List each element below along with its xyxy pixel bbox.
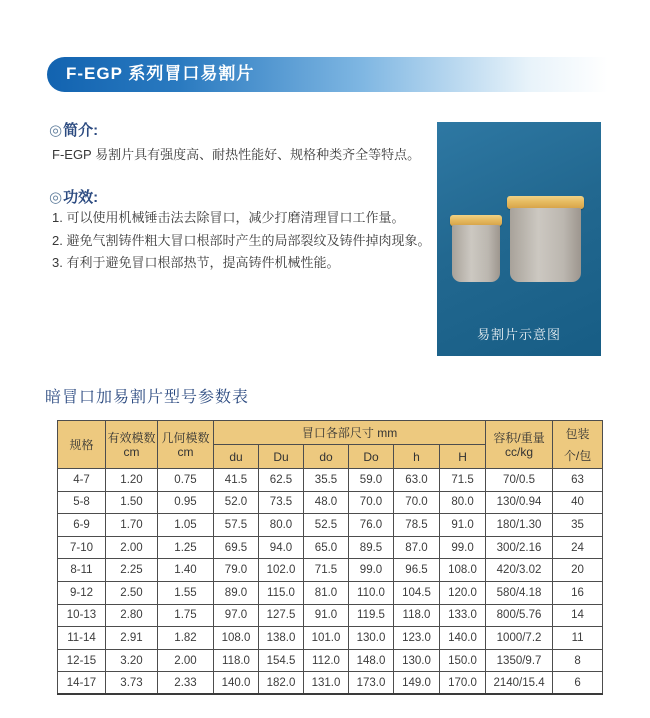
table-cell: 35.5 bbox=[304, 469, 349, 492]
table-cell: 1.70 bbox=[106, 514, 158, 537]
table-row bbox=[58, 491, 603, 514]
table-cell: 52.0 bbox=[214, 491, 259, 514]
table-cell: 48.0 bbox=[304, 491, 349, 514]
parameter-table bbox=[57, 420, 603, 695]
table-cell: 2140/15.4 bbox=[486, 672, 553, 695]
table-cell: 2.33 bbox=[158, 672, 214, 695]
table-cell: 35 bbox=[553, 514, 603, 537]
table-cell: 41.5 bbox=[214, 469, 259, 492]
table-cell: 2.91 bbox=[106, 627, 158, 650]
table-cell: 108.0 bbox=[440, 559, 486, 582]
table-cell: 71.5 bbox=[304, 559, 349, 582]
col-dim-do: do bbox=[304, 445, 349, 469]
col-dim-du: du bbox=[214, 445, 259, 469]
table-cell: 130.0 bbox=[394, 649, 440, 672]
table-cell: 76.0 bbox=[349, 514, 394, 537]
table-cell: 1.05 bbox=[158, 514, 214, 537]
col-effective-modulus: 有效模数 cm bbox=[106, 421, 158, 469]
table-cell: 9-12 bbox=[58, 581, 106, 604]
table-cell: 140.0 bbox=[440, 627, 486, 650]
table-cell: 1000/7.2 bbox=[486, 627, 553, 650]
table-body bbox=[58, 469, 603, 695]
table-cell: 150.0 bbox=[440, 649, 486, 672]
col-dim-Du: Du bbox=[259, 445, 304, 469]
table-cell: 1.50 bbox=[106, 491, 158, 514]
table-cell: 131.0 bbox=[304, 672, 349, 695]
col-volume-weight: 容积/重量 cc/kg bbox=[486, 421, 553, 469]
table-cell: 4-7 bbox=[58, 469, 106, 492]
table-cell: 89.5 bbox=[349, 536, 394, 559]
table-cell: 16 bbox=[553, 581, 603, 604]
col-dim-Do: Do bbox=[349, 445, 394, 469]
table-cell: 173.0 bbox=[349, 672, 394, 695]
table-cell: 63.0 bbox=[394, 469, 440, 492]
table-cell: 2.80 bbox=[106, 604, 158, 627]
table-cell: 130/0.94 bbox=[486, 491, 553, 514]
col-dim-h: h bbox=[394, 445, 440, 469]
table-cell: 40 bbox=[553, 491, 603, 514]
table-cell: 300/2.16 bbox=[486, 536, 553, 559]
effect-item: 1. 可以使用机械锤击法去除冒口，减少打磨清理冒口工作量。 bbox=[52, 210, 405, 225]
table-cell: 101.0 bbox=[304, 627, 349, 650]
table-cell: 59.0 bbox=[349, 469, 394, 492]
table-row bbox=[58, 627, 603, 650]
bullet-circle-icon: ◎ bbox=[49, 122, 63, 139]
table-cell: 130.0 bbox=[349, 627, 394, 650]
table-cell: 148.0 bbox=[349, 649, 394, 672]
table-cell: 24 bbox=[553, 536, 603, 559]
table-cell: 78.5 bbox=[394, 514, 440, 537]
table-row bbox=[58, 604, 603, 627]
table-cell: 154.5 bbox=[259, 649, 304, 672]
table-head bbox=[58, 421, 603, 469]
table-row bbox=[58, 536, 603, 559]
product-photo bbox=[437, 122, 601, 356]
table-cell: 81.0 bbox=[304, 581, 349, 604]
large-sleeve-body bbox=[510, 208, 581, 282]
table-cell: 2.00 bbox=[158, 649, 214, 672]
table-cell: 12-15 bbox=[58, 649, 106, 672]
table-cell: 99.0 bbox=[440, 536, 486, 559]
table-title: 暗冒口加易割片型号参数表 bbox=[45, 389, 250, 406]
table-cell: 115.0 bbox=[259, 581, 304, 604]
table-cell: 91.0 bbox=[304, 604, 349, 627]
table-cell: 57.5 bbox=[214, 514, 259, 537]
table-cell: 104.5 bbox=[394, 581, 440, 604]
table-cell: 800/5.76 bbox=[486, 604, 553, 627]
table-cell: 1.20 bbox=[106, 469, 158, 492]
small-sleeve-body bbox=[452, 225, 500, 282]
table-cell: 65.0 bbox=[304, 536, 349, 559]
table-cell: 91.0 bbox=[440, 514, 486, 537]
table-cell: 102.0 bbox=[259, 559, 304, 582]
intro-heading bbox=[49, 119, 98, 140]
effect-item: 3. 有利于避免冒口根部热节，提高铸件机械性能。 bbox=[52, 255, 340, 271]
table-cell: 0.95 bbox=[158, 491, 214, 514]
table-cell: 70.0 bbox=[394, 491, 440, 514]
table-cell: 62.5 bbox=[259, 469, 304, 492]
col-dim-H: H bbox=[440, 445, 486, 469]
table-cell: 70.0 bbox=[349, 491, 394, 514]
table-cell: 1.55 bbox=[158, 581, 214, 604]
bullet-circle-icon: ◎ bbox=[49, 189, 63, 206]
table-cell: 3.20 bbox=[106, 649, 158, 672]
table-cell: 182.0 bbox=[259, 672, 304, 695]
table-cell: 180/1.30 bbox=[486, 514, 553, 537]
table-row bbox=[58, 649, 603, 672]
table-cell: 140.0 bbox=[214, 672, 259, 695]
table-cell: 71.5 bbox=[440, 469, 486, 492]
table-cell: 138.0 bbox=[259, 627, 304, 650]
table-cell: 97.0 bbox=[214, 604, 259, 627]
table-cell: 420/3.02 bbox=[486, 559, 553, 582]
table-cell: 123.0 bbox=[394, 627, 440, 650]
table-cell: 52.5 bbox=[304, 514, 349, 537]
intro-heading-label: 简介: bbox=[63, 122, 99, 139]
table-cell: 70/0.5 bbox=[486, 469, 553, 492]
table-cell: 80.0 bbox=[259, 514, 304, 537]
effects-heading bbox=[49, 186, 98, 207]
table-cell: 580/4.18 bbox=[486, 581, 553, 604]
table-cell: 149.0 bbox=[394, 672, 440, 695]
table-cell: 80.0 bbox=[440, 491, 486, 514]
intro-text: F-EGP 易割片具有强度高、耐热性能好、规格种类齐全等特点。 bbox=[52, 147, 421, 162]
table-cell: 3.73 bbox=[106, 672, 158, 695]
table-cell: 1.25 bbox=[158, 536, 214, 559]
table-cell: 0.75 bbox=[158, 469, 214, 492]
table-cell: 10-13 bbox=[58, 604, 106, 627]
table-cell: 120.0 bbox=[440, 581, 486, 604]
table-cell: 170.0 bbox=[440, 672, 486, 695]
table-row bbox=[58, 469, 603, 492]
table-cell: 8 bbox=[553, 649, 603, 672]
table-cell: 96.5 bbox=[394, 559, 440, 582]
effect-item: 2. 避免气割铸件粗大冒口根部时产生的局部裂纹及铸件掉肉现象。 bbox=[52, 232, 431, 248]
table-cell: 94.0 bbox=[259, 536, 304, 559]
table-cell: 1.82 bbox=[158, 627, 214, 650]
table-cell: 5-8 bbox=[58, 491, 106, 514]
table-row bbox=[58, 559, 603, 582]
table-cell: 2.25 bbox=[106, 559, 158, 582]
effects-list bbox=[52, 207, 452, 275]
section-title-banner bbox=[47, 57, 650, 92]
table-cell: 89.0 bbox=[214, 581, 259, 604]
table-cell: 1.40 bbox=[158, 559, 214, 582]
table-cell: 112.0 bbox=[304, 649, 349, 672]
col-group-riser-dimensions: 冒口各部尺寸 mm bbox=[214, 421, 486, 445]
table-cell: 127.5 bbox=[259, 604, 304, 627]
table-cell: 7-10 bbox=[58, 536, 106, 559]
table-cell: 119.5 bbox=[349, 604, 394, 627]
table-cell: 87.0 bbox=[394, 536, 440, 559]
table-row bbox=[58, 514, 603, 537]
table-cell: 1.75 bbox=[158, 604, 214, 627]
table-cell: 118.0 bbox=[394, 604, 440, 627]
col-geometric-modulus: 几何模数 cm bbox=[158, 421, 214, 469]
table-cell: 99.0 bbox=[349, 559, 394, 582]
table-cell: 6-9 bbox=[58, 514, 106, 537]
table-cell: 2.00 bbox=[106, 536, 158, 559]
table-cell: 1350/9.7 bbox=[486, 649, 553, 672]
table-cell: 73.5 bbox=[259, 491, 304, 514]
effects-heading-label: 功效: bbox=[63, 189, 99, 206]
photo-caption: 易割片示意图 bbox=[476, 327, 561, 342]
table-row bbox=[58, 581, 603, 604]
table-cell: 118.0 bbox=[214, 649, 259, 672]
table-cell: 14 bbox=[553, 604, 603, 627]
table-cell: 63 bbox=[553, 469, 603, 492]
table-row bbox=[58, 672, 603, 695]
page-title: F-EGP 系列冒口易割片 bbox=[66, 64, 255, 83]
table-cell: 79.0 bbox=[214, 559, 259, 582]
table-cell: 110.0 bbox=[349, 581, 394, 604]
table-cell: 2.50 bbox=[106, 581, 158, 604]
table-cell: 11-14 bbox=[58, 627, 106, 650]
table-cell: 8-11 bbox=[58, 559, 106, 582]
table-cell: 6 bbox=[553, 672, 603, 695]
table-cell: 108.0 bbox=[214, 627, 259, 650]
table-cell: 133.0 bbox=[440, 604, 486, 627]
col-packing: 包装 个/包 bbox=[553, 421, 603, 469]
table-cell: 69.5 bbox=[214, 536, 259, 559]
table-cell: 20 bbox=[553, 559, 603, 582]
col-spec: 规格 bbox=[58, 421, 106, 469]
table-cell: 11 bbox=[553, 627, 603, 650]
table-cell: 14-17 bbox=[58, 672, 106, 695]
